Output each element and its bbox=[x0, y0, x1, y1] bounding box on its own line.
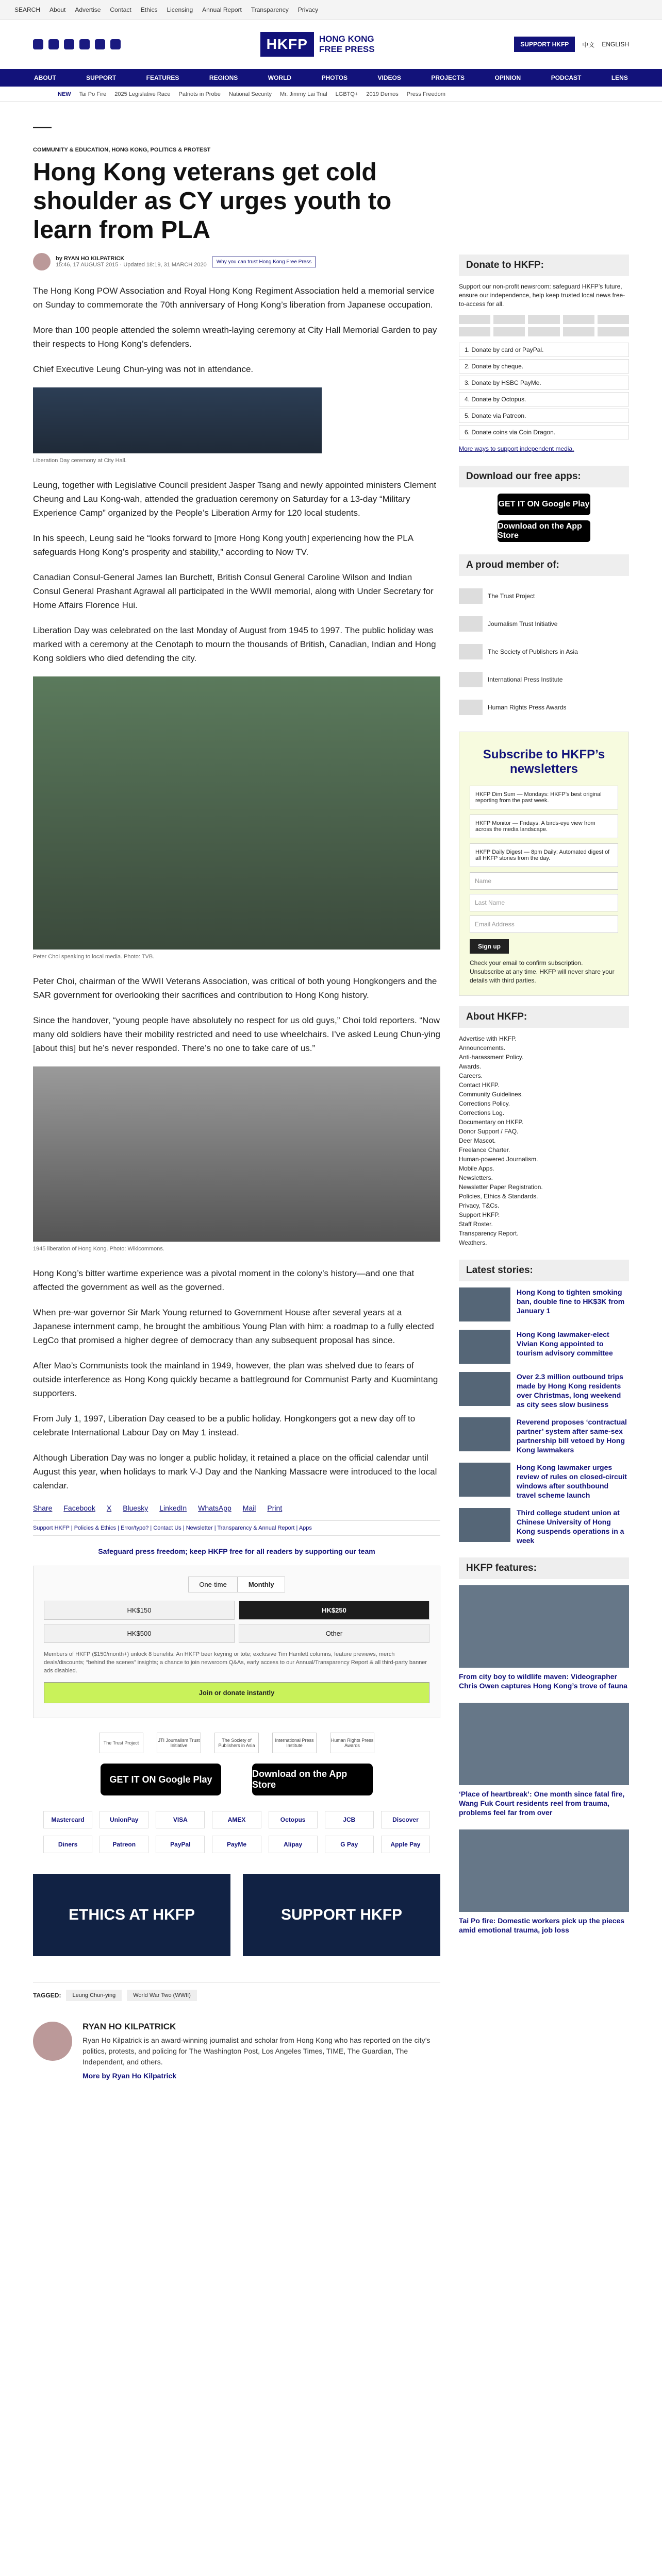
topbar-privacy[interactable]: Privacy bbox=[297, 6, 319, 13]
story-title[interactable]: Over 2.3 million outbound trips made by Hong Kong residents over Christmas, long weekend as city sees slow business bbox=[517, 1372, 623, 1409]
signup-button[interactable]: Sign up bbox=[470, 939, 509, 954]
byline bbox=[33, 253, 440, 270]
feature-image[interactable] bbox=[459, 1585, 629, 1668]
nav-about[interactable]: ABOUT bbox=[34, 74, 56, 81]
nav-videos[interactable]: VIDEOS bbox=[377, 74, 401, 81]
author-box-name[interactable]: RYAN HO KILPATRICK bbox=[82, 2022, 176, 2031]
payment-logo[interactable]: UnionPay bbox=[100, 1811, 148, 1828]
new-badge: NEW bbox=[58, 91, 71, 97]
trending-link[interactable]: National Security bbox=[228, 91, 272, 97]
topbar-transparency[interactable]: Transparency bbox=[251, 6, 289, 13]
paragraph: Since the handover, “young people have absolutely no respect for us old guys,” Choi told reporters. “Now many old soldiers have their mobility restricted and need to use wheelchairs. I’ve asked Leung Chun-ying [about this] but he’s never responded. There’s no one to take care of us.” bbox=[33, 1015, 440, 1053]
last-name-input[interactable]: Last Name bbox=[470, 894, 618, 911]
topbar-annual-report[interactable]: Annual Report bbox=[202, 6, 242, 13]
ceremony-photo bbox=[33, 387, 322, 453]
payment-icon bbox=[528, 315, 559, 324]
veteran-photo bbox=[33, 676, 440, 950]
payment-icon bbox=[528, 327, 559, 336]
latest-story[interactable] bbox=[459, 1287, 629, 1321]
about-link[interactable]: Documentary on HKFP. bbox=[459, 1118, 524, 1126]
story-thumb bbox=[459, 1330, 510, 1364]
story-thumb bbox=[459, 1372, 510, 1406]
tag[interactable]: World War Two (WWII) bbox=[127, 1990, 197, 2001]
share-linkedin[interactable]: LinkedIn bbox=[159, 1504, 187, 1512]
frequency-toggle bbox=[44, 1577, 429, 1592]
amount-grid bbox=[44, 1601, 429, 1643]
topbar-advertise[interactable]: Advertise bbox=[75, 6, 101, 13]
feature-title[interactable]: Tai Po fire: Domestic workers pick up the pieces amid emotional trauma, job loss bbox=[459, 1917, 625, 1934]
logo-text bbox=[319, 34, 375, 55]
donate-blurb: Support our non-profit newsroom: safeguard HKFP’s future, ensure our independence, help keep trusted local news free-to-access for all. bbox=[459, 283, 625, 308]
name-input[interactable]: Name bbox=[470, 872, 618, 890]
donate-heading: Donate to HKFP: bbox=[459, 255, 629, 276]
donate-method[interactable]: 1. Donate by card or PayPal. bbox=[459, 343, 629, 357]
payment-logo[interactable]: PayPal bbox=[156, 1836, 205, 1853]
article-body bbox=[33, 284, 440, 1493]
trust-link[interactable]: Why you can trust Hong Kong Free Press bbox=[212, 257, 317, 267]
latest-story[interactable] bbox=[459, 1508, 629, 1545]
mini-payment-logos bbox=[459, 315, 629, 336]
signup-note: Check your email to confirm subscription. Unsubscribe at any time. HKFP will never share your details with third parties. bbox=[470, 959, 615, 984]
about-link[interactable]: Corrections Policy. bbox=[459, 1100, 510, 1107]
paragraph: Although Liberation Day was no longer a public holiday, it retained a place on the official calendar until August this year, when holidays to mark V-J Day and the Nanking Massacre were introduced to the local calendar. bbox=[33, 1453, 437, 1490]
payment-logo[interactable]: PayMe bbox=[212, 1836, 261, 1853]
payment-logo[interactable]: G Pay bbox=[325, 1836, 374, 1853]
feature-image[interactable] bbox=[459, 1829, 629, 1912]
paragraph: More than 100 people attended the solemn wreath-laying ceremony at City Hall Memorial Garden to pay their respects to Hong Kong’s defenders. bbox=[33, 325, 437, 349]
payment-logo[interactable]: JCB bbox=[325, 1811, 374, 1828]
story-thumb bbox=[459, 1508, 510, 1542]
nav-projects[interactable]: PROJECTS bbox=[431, 74, 465, 81]
feature-title[interactable]: ‘Place of heartbreak’: One month since fatal fire, Wang Fuk Court residents reel from trauma, problems feel far from over bbox=[459, 1790, 625, 1817]
page-body bbox=[0, 102, 662, 2102]
story-title[interactable]: Third college student union at Chinese University of Hong Kong suspends operations in a week bbox=[517, 1509, 624, 1545]
member-badges bbox=[33, 1733, 440, 1753]
nav-opinion[interactable]: OPINION bbox=[494, 74, 521, 81]
logo-line2: FREE PRESS bbox=[319, 44, 375, 54]
badge[interactable]: Human Rights Press Awards bbox=[330, 1733, 374, 1753]
trending-link[interactable]: Tai Po Fire bbox=[79, 91, 107, 97]
payment-logo[interactable]: VISA bbox=[156, 1811, 205, 1828]
story-thumb bbox=[459, 1417, 510, 1451]
share-x[interactable]: X bbox=[106, 1504, 112, 1512]
newsletter-option[interactable]: HKFP Dim Sum — Mondays: HKFP’s best original reporting from the past week. bbox=[470, 786, 618, 809]
nav-regions[interactable]: REGIONS bbox=[209, 74, 238, 81]
telegram-icon[interactable] bbox=[110, 39, 121, 49]
story-title[interactable]: Reverend proposes ‘contractual partner’ system after same-sex partnership bill vetoed by Hong Kong lawmakers bbox=[517, 1418, 627, 1454]
amount-option[interactable]: HK$150 bbox=[44, 1601, 235, 1620]
site-header bbox=[0, 20, 662, 69]
org-logo bbox=[459, 700, 483, 715]
support-banner[interactable]: SUPPORT HKFP bbox=[243, 1874, 440, 1956]
feature-stories bbox=[459, 1585, 629, 1935]
badge[interactable]: International Press Institute bbox=[272, 1733, 317, 1753]
payment-logo[interactable]: Diners bbox=[43, 1836, 92, 1853]
paragraph: The Hong Kong POW Association and Royal Hong Kong Regiment Association held a memorial service on Sunday to commemorate the 70th anniversary of Hong Kong’s liberation from Japanese occupation. bbox=[33, 286, 435, 310]
about-heading: About HKFP: bbox=[459, 1006, 629, 1028]
youtube-icon[interactable] bbox=[95, 39, 105, 49]
donate-method[interactable]: 3. Donate by HSBC PayMe. bbox=[459, 376, 629, 390]
top-utility-bar bbox=[0, 0, 662, 20]
payment-icon bbox=[563, 315, 594, 324]
about-link[interactable]: Human-powered Journalism. bbox=[459, 1156, 538, 1163]
liberation-photo bbox=[33, 1066, 440, 1242]
lang-chinese[interactable]: 中文 bbox=[582, 41, 595, 48]
article-title: Hong Kong veterans get cold shoulder as CY urges youth to learn from PLA bbox=[33, 159, 392, 244]
payment-logo[interactable]: Alipay bbox=[269, 1836, 318, 1853]
topbar-contact[interactable]: Contact bbox=[110, 6, 131, 13]
about-link[interactable]: Donor Support / FAQ. bbox=[459, 1128, 519, 1135]
paragraph: Liberation Day was celebrated on the last Monday of August from 1945 to 1997. The public holiday was marked with a ceremony at the Cenotaph to mourn the thousands of British, Canadian, Indian and Hong Kong soldiers who died defending the city. bbox=[33, 625, 436, 663]
about-link[interactable]: Anti-harassment Policy. bbox=[459, 1054, 524, 1061]
about-link[interactable]: Community Guidelines. bbox=[459, 1091, 523, 1098]
photo-caption: 1945 liberation of Hong Kong. Photo: Wikicommons. bbox=[33, 1246, 164, 1252]
nav-photos[interactable]: PHOTOS bbox=[321, 74, 348, 81]
nav-world[interactable]: WORLD bbox=[268, 74, 292, 81]
divider bbox=[33, 127, 52, 128]
social-icons bbox=[33, 39, 121, 49]
payment-icon bbox=[459, 327, 490, 336]
nav-lens[interactable]: LENS bbox=[611, 74, 628, 81]
member-org[interactable] bbox=[459, 582, 629, 610]
donate-method[interactable]: 6. Donate coins via Coin Dragon. bbox=[459, 425, 629, 439]
latest-stories bbox=[459, 1287, 629, 1545]
story-title[interactable]: Hong Kong to tighten smoking ban, double fine to HK$3K from January 1 bbox=[517, 1288, 625, 1315]
topbar-search[interactable]: SEARCH bbox=[14, 6, 41, 13]
header-right bbox=[514, 37, 629, 52]
story-title[interactable]: Hong Kong lawmaker-elect Vivian Kong appointed to tourism advisory committee bbox=[517, 1330, 613, 1357]
paragraph: Leung, together with Legislative Council president Jasper Tsang and newly appointed ministers Clement Cheung and Lau Kong-wah, attended the graduation ceremony on Saturday for a 13-day “Military Experience Camp” organized by the People’s Liberation Army for 120 local students. bbox=[33, 480, 437, 518]
support-button[interactable]: SUPPORT HKFP bbox=[514, 37, 575, 52]
latest-heading: Latest stories: bbox=[459, 1260, 629, 1281]
nav-features[interactable]: FEATURES bbox=[146, 74, 179, 81]
trending-link[interactable]: LGBTQ+ bbox=[335, 91, 358, 97]
payment-methods bbox=[43, 1811, 430, 1853]
amount-option[interactable]: Other bbox=[239, 1624, 429, 1643]
share-facebook[interactable]: Facebook bbox=[63, 1504, 95, 1512]
about-link[interactable]: Support HKFP. bbox=[459, 1211, 500, 1218]
payment-icon bbox=[459, 315, 490, 324]
donation-methods bbox=[459, 343, 629, 439]
member-org[interactable] bbox=[459, 666, 629, 693]
newsletter-option[interactable]: HKFP Monitor — Fridays: A birds-eye view from across the media landscape. bbox=[470, 815, 618, 838]
org-logo bbox=[459, 672, 483, 687]
threads-icon[interactable] bbox=[79, 39, 90, 49]
latest-story[interactable] bbox=[459, 1463, 629, 1500]
facebook-icon[interactable] bbox=[33, 39, 43, 49]
about-link[interactable]: Mobile Apps. bbox=[459, 1165, 494, 1172]
lang-english[interactable]: ENGLISH bbox=[602, 41, 629, 48]
payment-logo[interactable]: Discover bbox=[381, 1811, 430, 1828]
payment-icon bbox=[563, 327, 594, 336]
ethics-banner[interactable]: ETHICS AT HKFP bbox=[33, 1874, 230, 1956]
paragraph: From July 1, 1997, Liberation Day ceased to be a public holiday. Hongkongers got a new day off to celebrate International Labour Day on May 1 instead. bbox=[33, 1414, 416, 1437]
topbar-about[interactable]: About bbox=[49, 6, 66, 13]
paragraph: When pre-war governor Sir Mark Young returned to Government House after several years at a Japanese internment camp, he brought the ambitious Young Plan with him: a roadmap to a fully elected LegCo that promised a higher degree of democracy than any subsequent proposal has since. bbox=[33, 1308, 434, 1345]
member-org[interactable] bbox=[459, 638, 629, 666]
tags-row bbox=[33, 1982, 440, 2001]
org-name: Journalism Trust Initiative bbox=[488, 620, 558, 628]
newsletter-option[interactable]: HKFP Daily Digest — 8pm Daily: Automated digest of all HKFP stories from the day. bbox=[470, 843, 618, 867]
story-thumb bbox=[459, 1287, 510, 1321]
latest-story[interactable] bbox=[459, 1372, 629, 1409]
paragraph: Canadian Consul-General James Ian Burchett, British Consul General Caroline Wilson and Indian Consul General Prashant Agrawal all participated in the WWII memorial, along with Under Secretary for Home Affairs Florence Hui. bbox=[33, 572, 434, 610]
apps-heading: Download our free apps: bbox=[459, 466, 629, 487]
about-link[interactable]: Freelance Charter. bbox=[459, 1146, 510, 1154]
badge[interactable]: The Trust Project bbox=[99, 1733, 143, 1753]
trending-link[interactable]: Patriots in Probe bbox=[178, 91, 221, 97]
topbar-ethics[interactable]: Ethics bbox=[140, 6, 158, 13]
instagram-icon[interactable] bbox=[64, 39, 74, 49]
org-logo bbox=[459, 616, 483, 632]
trending-link[interactable]: 2019 Demos bbox=[366, 91, 399, 97]
author-name[interactable]: by RYAN HO KILPATRICK bbox=[56, 256, 125, 262]
donate-method[interactable]: 2. Donate by cheque. bbox=[459, 359, 629, 374]
donate-method[interactable]: 5. Donate via Patreon. bbox=[459, 409, 629, 423]
monthly-tab[interactable]: Monthly bbox=[238, 1577, 285, 1592]
share-label: Share bbox=[33, 1504, 53, 1512]
author-bio: Ryan Ho Kilpatrick is an award-winning journalist and scholar from Hong Kong who has reported on the city’s politics, protests, and policing for The Washington Post, Los Angeles Times, TIME, The Guardian, The Independent, and others. bbox=[82, 2036, 431, 2066]
badge[interactable]: The Society of Publishers in Asia bbox=[214, 1733, 259, 1753]
story-thumb bbox=[459, 1463, 510, 1497]
payment-icon bbox=[493, 315, 525, 324]
share-print[interactable]: Print bbox=[267, 1504, 283, 1512]
promo-banners bbox=[33, 1874, 440, 1956]
about-link[interactable]: Careers. bbox=[459, 1072, 483, 1079]
share-bluesky[interactable]: Bluesky bbox=[123, 1504, 148, 1512]
donate-widget bbox=[33, 1566, 440, 1718]
payment-logo[interactable]: Apple Pay bbox=[381, 1836, 430, 1853]
payment-icon bbox=[598, 315, 629, 324]
feature-image[interactable] bbox=[459, 1703, 629, 1785]
nav-support[interactable]: SUPPORT bbox=[86, 74, 117, 81]
sidebar bbox=[459, 255, 629, 2102]
membership-benefits: Members of HKFP ($150/month+) unlock 8 benefits: An HKFP beer keyring or tote; exclusive Tim Hamlett columns, feature previews, merch deals/discounts; “behind the scenes” insights; a chance to join newsroom Q&As, early access to our Annual/Transparency Report & all third-party banner ads disabled. bbox=[44, 1651, 427, 1674]
article-column bbox=[33, 102, 440, 2102]
member-org[interactable] bbox=[459, 610, 629, 638]
author-box bbox=[33, 2022, 440, 2081]
author-photo bbox=[33, 2022, 72, 2061]
app-store-button[interactable]: Download on the App Store bbox=[498, 520, 590, 542]
about-link[interactable]: Policies, Ethics & Standards. bbox=[459, 1193, 538, 1200]
site-logo[interactable] bbox=[260, 32, 375, 57]
newsletter-box bbox=[459, 732, 629, 996]
about-link[interactable]: Awards. bbox=[459, 1063, 482, 1070]
badge[interactable]: JTI Journalism Trust Initiative bbox=[157, 1733, 201, 1753]
member-heading: A proud member of: bbox=[459, 554, 629, 576]
trending-link[interactable]: Press Freedom bbox=[406, 91, 445, 97]
share-mail[interactable]: Mail bbox=[242, 1504, 256, 1512]
logo-line1: HONG KONG bbox=[319, 34, 374, 44]
logo-box: HKFP bbox=[260, 32, 314, 57]
trending-link[interactable]: 2025 Legislative Race bbox=[114, 91, 171, 97]
topbar-licensing[interactable]: Licensing bbox=[167, 6, 193, 13]
tag[interactable]: Leung Chun-ying bbox=[66, 1990, 122, 2001]
org-name: The Society of Publishers in Asia bbox=[488, 648, 578, 655]
about-link[interactable]: Newsletter Paper Registration. bbox=[459, 1183, 543, 1191]
app-store-button[interactable]: Download on the App Store bbox=[252, 1764, 373, 1795]
org-name: Human Rights Press Awards bbox=[488, 704, 567, 711]
join-button[interactable]: Join or donate instantly bbox=[44, 1682, 429, 1703]
features-heading: HKFP features: bbox=[459, 1557, 629, 1579]
payment-logo[interactable]: AMEX bbox=[212, 1811, 261, 1828]
payment-logo[interactable]: Octopus bbox=[269, 1811, 318, 1828]
paragraph: Hong Kong’s bitter wartime experience was a pivotal moment in the colony’s history—and one that affected the government as well as the governed. bbox=[33, 1268, 415, 1292]
amount-option[interactable]: HK$250 bbox=[239, 1601, 429, 1620]
share-bar bbox=[33, 1504, 440, 1512]
latest-story[interactable] bbox=[459, 1417, 629, 1454]
more-ways-link[interactable]: More ways to support independent media. bbox=[459, 445, 574, 452]
feature-title[interactable]: From city boy to wildlife maven: Videographer Chris Owen captures Hong Kong’s trove of fauna bbox=[459, 1672, 627, 1690]
amount-option[interactable]: HK$500 bbox=[44, 1624, 235, 1643]
trending-link[interactable]: Mr. Jimmy Lai Trial bbox=[279, 91, 327, 97]
about-link[interactable]: Advertise with HKFP. bbox=[459, 1035, 517, 1042]
google-play-button[interactable]: GET IT ON Google Play bbox=[101, 1764, 221, 1795]
paragraph: In his speech, Leung said he “looks forward to [more Hong Kong youth] experiencing how the PLA safeguards Hong Kong’s prosperity and stability,” according to Now TV. bbox=[33, 533, 413, 557]
about-link[interactable]: Transparency Report. bbox=[459, 1230, 519, 1237]
org-name: The Trust Project bbox=[488, 592, 535, 600]
org-logo bbox=[459, 588, 483, 604]
org-name: International Press Institute bbox=[488, 676, 563, 683]
donate-method[interactable]: 4. Donate by Octopus. bbox=[459, 392, 629, 406]
member-orgs bbox=[459, 582, 629, 721]
photo-caption: Peter Choi speaking to local media. Photo: TVB. bbox=[33, 954, 155, 960]
safeguard-heading: Safeguard press freedom; keep HKFP free for all readers by supporting our team bbox=[98, 1547, 375, 1555]
payment-icon bbox=[598, 327, 629, 336]
about-link[interactable]: Deer Mascot. bbox=[459, 1137, 496, 1144]
latest-story[interactable] bbox=[459, 1330, 629, 1364]
paragraph: Peter Choi, chairman of the WWII Veterans Association, was critical of both young Hongkongers and the SAR government for overlooking their sacrifices and contribution to Hong Kong history. bbox=[33, 976, 437, 1000]
trending-bar bbox=[0, 87, 662, 102]
payment-icon bbox=[493, 327, 525, 336]
x-icon[interactable] bbox=[48, 39, 59, 49]
about-link[interactable]: Staff Roster. bbox=[459, 1221, 493, 1228]
payment-logo[interactable]: Patreon bbox=[100, 1836, 148, 1853]
photo-caption: Liberation Day ceremony at City Hall. bbox=[33, 457, 127, 464]
email-input[interactable]: Email Address bbox=[470, 916, 618, 933]
about-link[interactable]: Weathers. bbox=[459, 1239, 487, 1246]
about-links bbox=[459, 1034, 629, 1247]
more-by-author[interactable]: More by Ryan Ho Kilpatrick bbox=[82, 2072, 177, 2080]
tagged-label: TAGGED: bbox=[33, 1992, 61, 1999]
payment-logo[interactable]: Mastercard bbox=[43, 1811, 92, 1828]
story-title[interactable]: Hong Kong lawmaker urges review of rules on closed-circuit windows after southbound travel scheme launch bbox=[517, 1463, 627, 1499]
share-whatsapp[interactable]: WhatsApp bbox=[198, 1504, 231, 1512]
google-play-button[interactable]: GET IT ON Google Play bbox=[498, 494, 590, 515]
about-link[interactable]: Announcements. bbox=[459, 1044, 506, 1052]
paragraph: After Mao’s Communists took the mainland in 1949, however, the plan was shelved due to fears of outside interference as Hong Kong quickly became a battleground for Communist Party and Kuomintang supporters. bbox=[33, 1361, 438, 1398]
about-link[interactable]: Newsletters. bbox=[459, 1174, 493, 1181]
org-logo bbox=[459, 644, 483, 659]
about-link[interactable]: Privacy, T&Cs. bbox=[459, 1202, 500, 1209]
about-link[interactable]: Contact HKFP. bbox=[459, 1081, 500, 1089]
author-avatar bbox=[33, 253, 51, 270]
member-org[interactable] bbox=[459, 693, 629, 721]
nav-podcast[interactable]: PODCAST bbox=[551, 74, 582, 81]
newsletter-heading: Subscribe to HKFP’s newsletters bbox=[483, 748, 605, 776]
paragraph: Chief Executive Leung Chun-ying was not in attendance. bbox=[33, 364, 254, 374]
one-time-tab[interactable]: One-time bbox=[188, 1577, 237, 1592]
article-dates: 15:46, 17 AUGUST 2015 · Updated 18:19, 31 MARCH 2020 bbox=[56, 262, 207, 268]
main-nav bbox=[0, 69, 662, 87]
article-categories[interactable]: COMMUNITY & EDUCATION, HONG KONG, POLITICS & PROTEST bbox=[33, 147, 211, 153]
about-link[interactable]: Corrections Log. bbox=[459, 1109, 505, 1116]
article-footer-links[interactable]: Support HKFP | Policies & Ethics | Error/typo? | Contact Us | Newsletter | Transparency & Annual Report | Apps bbox=[33, 1520, 440, 1536]
app-store-buttons bbox=[33, 1764, 440, 1795]
